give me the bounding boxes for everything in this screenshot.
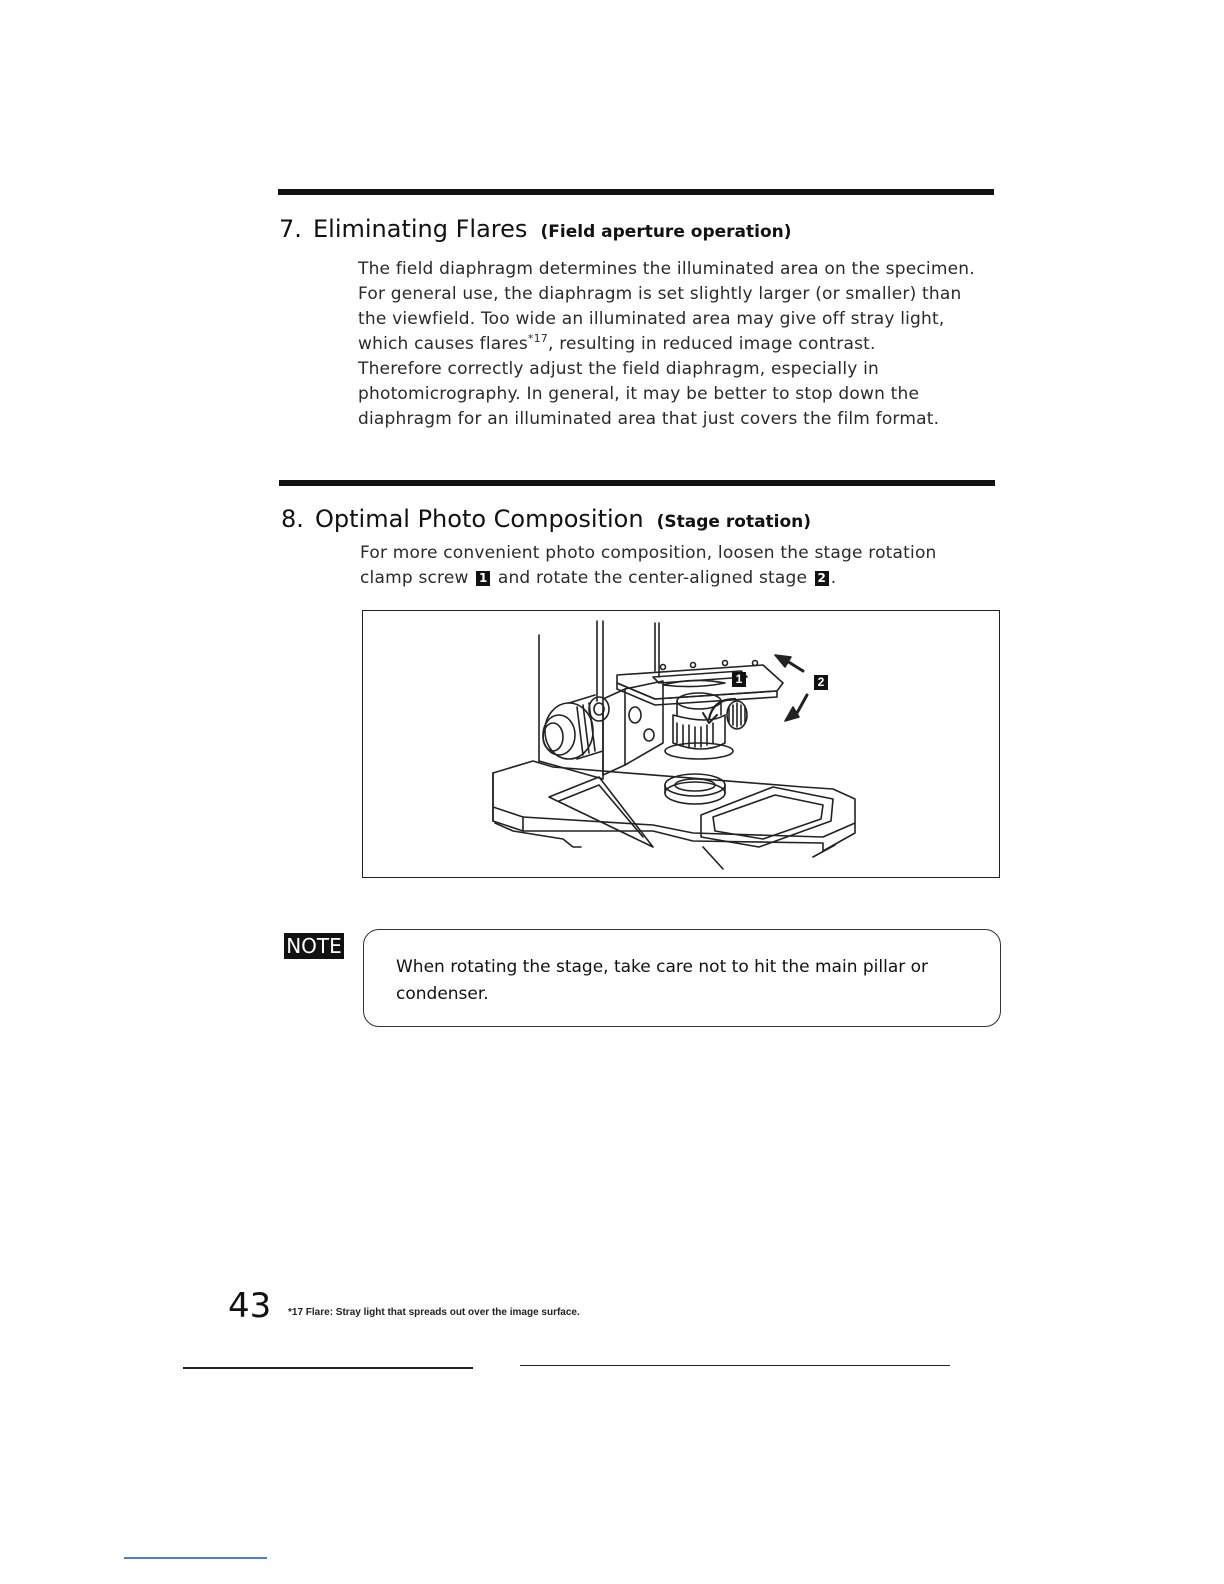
section8-line2-a: clamp screw	[360, 568, 469, 588]
section7-line-6: photomicrography. In general, it may be better to stop down the	[358, 384, 920, 404]
bottom-rule-right	[520, 1365, 950, 1366]
note-text-line-1: When rotating the stage, take care not to hit the main pillar or	[396, 957, 929, 977]
section7-line-7: diaphragm for an illuminated area that just covers the film format.	[358, 409, 940, 429]
microscope-illustration	[363, 611, 999, 877]
footnote-17: *17 Flare: Stray light that spreads out over the image surface.	[288, 1307, 580, 1318]
note-text-line-2: condenser.	[396, 984, 489, 1004]
section7-line-5: Therefore correctly adjust the field diaphragm, especially in	[358, 359, 880, 379]
flare-line-suffix: , resulting in reduced image contrast.	[548, 334, 876, 354]
section8-line2-b: and rotate the center-aligned stage	[497, 568, 808, 588]
section7-title: Eliminating Flares	[313, 215, 528, 243]
callout-2-icon: 2	[814, 675, 828, 690]
section7-subtitle: (Field aperture operation)	[540, 222, 792, 242]
note-text	[396, 954, 928, 1008]
note-badge: NOTE	[284, 933, 344, 959]
microscope-figure	[362, 610, 1000, 878]
section8-line2-end: .	[830, 568, 837, 588]
section7-body	[358, 257, 975, 432]
callout-1-icon: 1	[732, 672, 746, 687]
page-number: 43	[228, 1286, 272, 1326]
bottom-rule-left	[183, 1367, 473, 1369]
section8-number: 8.	[281, 505, 304, 533]
flare-line-prefix: which causes flares	[358, 334, 528, 354]
section8-heading	[281, 505, 811, 533]
section7-heading	[279, 215, 792, 243]
section8-top-rule	[279, 480, 995, 486]
footnote-ref-17: *17	[527, 332, 549, 345]
blue-rule	[124, 1557, 267, 1559]
section7-number: 7.	[279, 215, 302, 243]
section8-body	[360, 541, 937, 591]
section7-line-2: For general use, the diaphragm is set slightly larger (or smaller) than	[358, 284, 962, 304]
note-box	[363, 929, 1001, 1027]
key-1-icon: 1	[476, 571, 490, 586]
section8-subtitle: (Stage rotation)	[656, 512, 812, 532]
section7-top-rule	[278, 189, 994, 195]
section8-line-2	[360, 566, 937, 591]
section7-line-4	[358, 332, 975, 357]
section7-line-3: the viewfield. Too wide an illuminated area may give off stray light,	[358, 309, 945, 329]
section8-line-1: For more convenient photo composition, loosen the stage rotation	[360, 543, 937, 563]
key-2-icon: 2	[815, 571, 829, 586]
section7-line-1: The field diaphragm determines the illuminated area on the specimen.	[358, 259, 975, 279]
section8-title: Optimal Photo Composition	[315, 505, 644, 533]
